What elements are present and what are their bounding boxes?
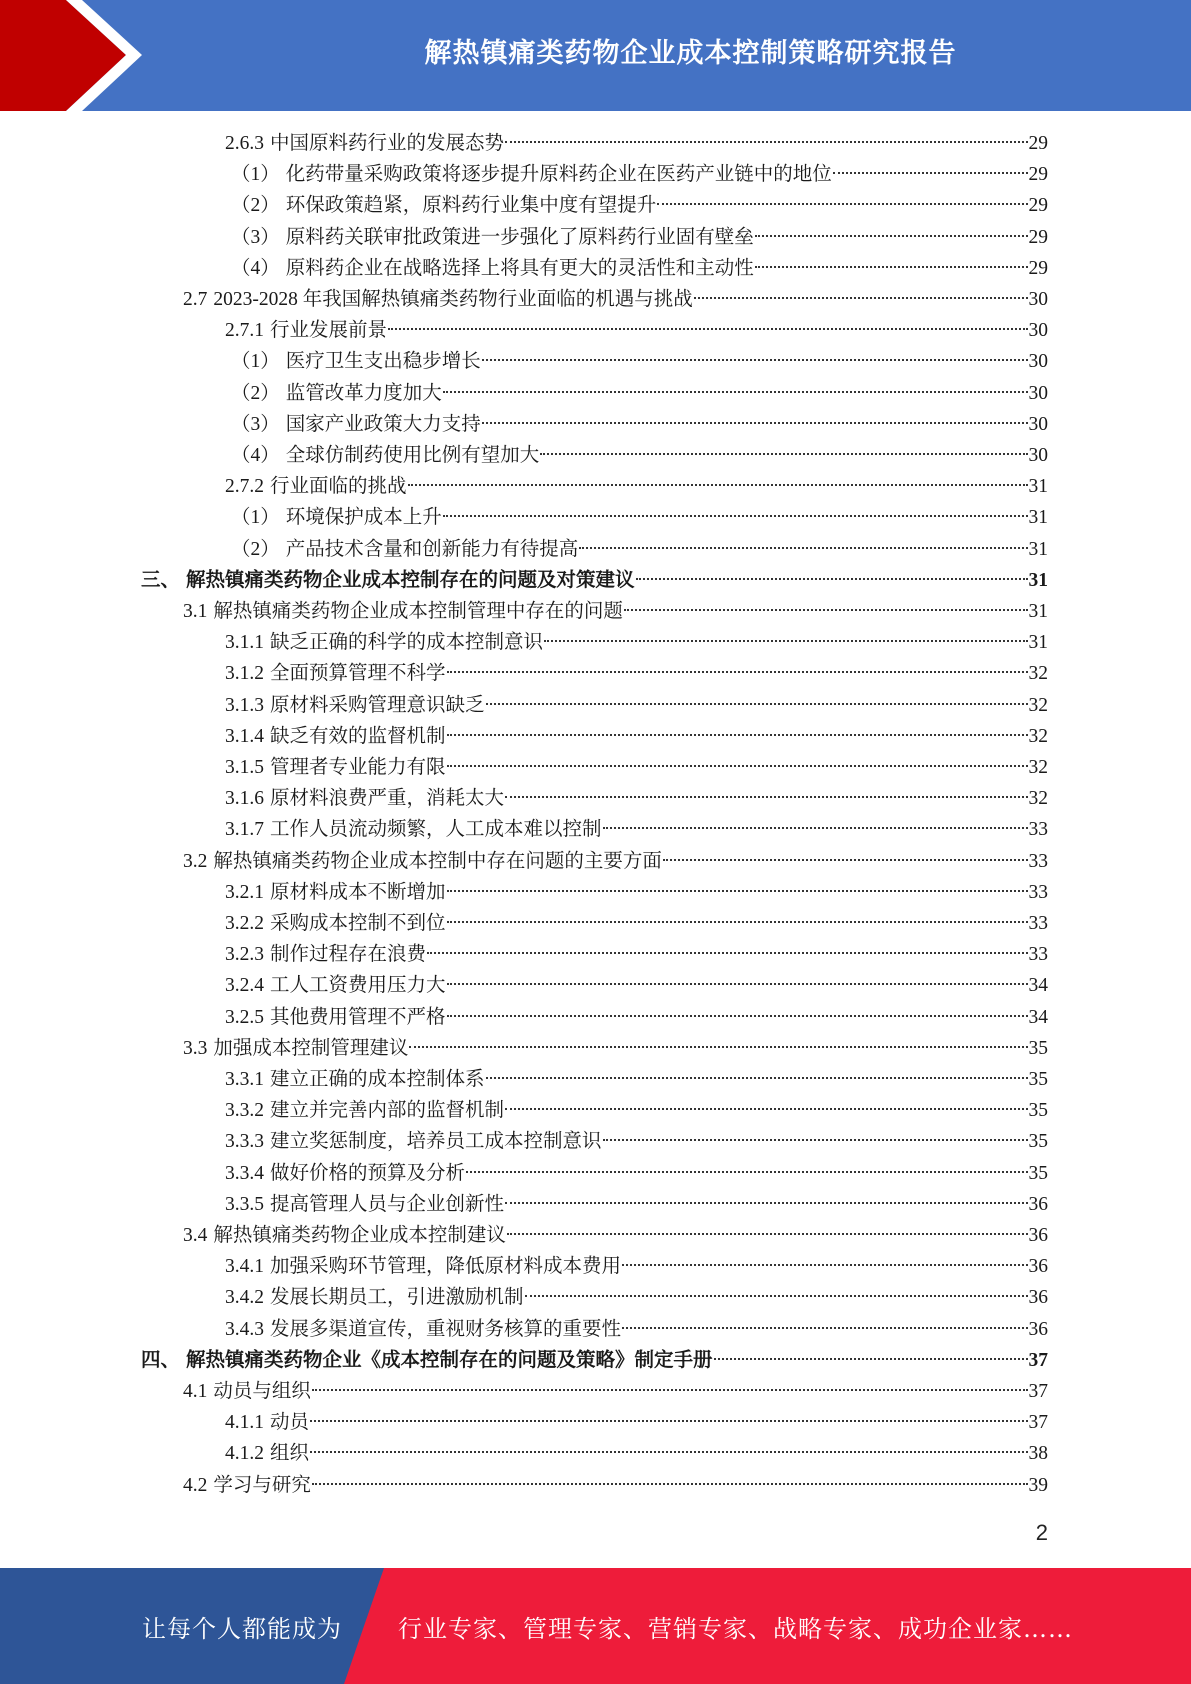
toc-entry[interactable] bbox=[225, 1064, 1048, 1095]
toc-entry-page: 29 bbox=[1028, 257, 1048, 279]
toc-entry-page: 36 bbox=[1028, 1225, 1048, 1246]
toc-entry-number: （2） bbox=[231, 195, 280, 217]
toc-dot-leader bbox=[447, 890, 1028, 892]
toc-dot-leader bbox=[486, 703, 1028, 705]
toc-entry-page: 31 bbox=[1028, 476, 1048, 498]
toc-dot-leader bbox=[505, 1202, 1027, 1204]
toc-entry-title: 采购成本控制不到位 bbox=[270, 913, 446, 934]
toc-entry-number: 3.3.1 bbox=[225, 1069, 264, 1090]
toc-entry[interactable] bbox=[231, 159, 1048, 190]
toc-dot-leader bbox=[603, 827, 1028, 829]
toc-entry-title: 制作过程存在浪费 bbox=[270, 944, 427, 966]
toc-dot-leader bbox=[755, 266, 1028, 268]
toc-entry-number: 四、 bbox=[141, 1349, 181, 1371]
toc-entry-page: 31 bbox=[1028, 538, 1048, 560]
toc-entry[interactable] bbox=[183, 1220, 1048, 1251]
toc-entry-number: （4） bbox=[231, 445, 280, 466]
toc-entry[interactable] bbox=[225, 1282, 1048, 1313]
toc-entry-number: 3.3.3 bbox=[225, 1131, 264, 1153]
toc-entry-title: 中国原料药行业的发展态势 bbox=[270, 133, 505, 154]
toc-entry-page: 30 bbox=[1028, 351, 1048, 373]
toc-dot-leader bbox=[447, 1015, 1028, 1017]
toc-entry-page: 38 bbox=[1028, 1443, 1048, 1465]
toc-entry-page: 37 bbox=[1028, 1412, 1048, 1434]
toc-entry-number: 3.1.6 bbox=[225, 788, 264, 810]
toc-entry[interactable] bbox=[225, 939, 1048, 970]
toc-entry-title: 原材料采购管理意识缺乏 bbox=[270, 694, 485, 716]
toc-entry-page: 29 bbox=[1028, 226, 1048, 248]
page-header bbox=[0, 0, 1191, 111]
toc-entry-number: 3.2.5 bbox=[225, 1006, 264, 1028]
toc-dot-leader bbox=[603, 1139, 1028, 1141]
toc-dot-leader bbox=[443, 391, 1028, 393]
toc-dot-leader bbox=[525, 1295, 1028, 1297]
toc-entry-page: 33 bbox=[1028, 944, 1048, 966]
toc-entry-page: 30 bbox=[1028, 382, 1048, 404]
toc-entry-title: 工人工资费用压力大 bbox=[270, 975, 446, 997]
toc-entry-number: 3.2.4 bbox=[225, 975, 264, 997]
toc-entry-number: （3） bbox=[231, 413, 280, 435]
report-title: 解热镇痛类药物企业成本控制策略研究报告 bbox=[424, 37, 957, 69]
toc-entry[interactable] bbox=[225, 814, 1048, 845]
toc-entry-title: 其他费用管理不严格 bbox=[270, 1006, 446, 1028]
toc-entry-page: 31 bbox=[1028, 601, 1048, 622]
toc-entry-page: 36 bbox=[1028, 1287, 1048, 1309]
toc-entry-number: 3.2.1 bbox=[225, 881, 264, 903]
toc-entry-number: 3.1.2 bbox=[225, 663, 264, 685]
toc-entry[interactable] bbox=[225, 1314, 1048, 1345]
toc-dot-leader bbox=[408, 484, 1028, 486]
toc-entry-title: 医疗卫生支出稳步增长 bbox=[285, 351, 481, 373]
toc-entry-title: 原料药企业在战略选择上将具有更大的灵活性和主动性 bbox=[285, 257, 754, 279]
toc-dot-leader bbox=[447, 671, 1028, 673]
toc-entry-number: 3.1.5 bbox=[225, 757, 264, 778]
toc-entry-title: 缺乏正确的科学的成本控制意识 bbox=[270, 632, 544, 654]
toc-dot-leader bbox=[624, 609, 1028, 611]
toc-dot-leader bbox=[657, 203, 1027, 205]
toc-entry-number: （2） bbox=[231, 538, 280, 560]
toc-entry-page: 32 bbox=[1028, 663, 1048, 685]
toc-entry-page: 30 bbox=[1028, 320, 1048, 342]
toc-entry-page: 32 bbox=[1028, 757, 1048, 778]
toc-dot-leader bbox=[486, 1077, 1028, 1079]
toc-dot-leader bbox=[714, 1358, 1028, 1360]
toc-entry-page: 29 bbox=[1028, 133, 1048, 154]
toc-entry-page: 37 bbox=[1028, 1381, 1048, 1402]
toc-entry-title: 国家产业政策大力支持 bbox=[285, 413, 481, 435]
toc-entry-number: 3.4 bbox=[183, 1225, 208, 1246]
toc-entry[interactable] bbox=[231, 440, 1048, 471]
toc-entry-number: （1） bbox=[231, 351, 280, 373]
toc-entry-page: 35 bbox=[1028, 1162, 1048, 1184]
toc-dot-leader bbox=[427, 952, 1027, 954]
toc-entry-page: 35 bbox=[1028, 1037, 1048, 1059]
toc-entry-title: 产品技术含量和创新能力有待提高 bbox=[285, 538, 579, 560]
toc-entry-page: 31 bbox=[1028, 507, 1048, 529]
toc-entry-number: 3.4.1 bbox=[225, 1256, 264, 1278]
toc-entry[interactable] bbox=[231, 409, 1048, 440]
toc-entry-page: 33 bbox=[1028, 913, 1048, 934]
footer-slogan-left: 让每个人都能成为 bbox=[142, 1614, 342, 1643]
toc-entry-number: 2.7.2 bbox=[225, 476, 264, 498]
toc-entry[interactable] bbox=[231, 502, 1048, 533]
toc-entry-number: 2.7 bbox=[183, 289, 208, 310]
toc-entry-title: 2023-2028 年我国解热镇痛类药物行业面临的机遇与挑战 bbox=[213, 289, 693, 310]
toc-dot-leader bbox=[622, 1327, 1027, 1329]
toc-entry[interactable] bbox=[231, 378, 1048, 409]
toc-entry-title: 提高管理人员与企业创新性 bbox=[270, 1193, 505, 1215]
toc-entry[interactable] bbox=[225, 128, 1048, 159]
toc-entry[interactable] bbox=[183, 1470, 1048, 1501]
toc-entry[interactable] bbox=[225, 1438, 1048, 1469]
toc-entry-number: 3.3.4 bbox=[225, 1162, 264, 1184]
toc-dot-leader bbox=[505, 796, 1027, 798]
toc-entry-title: 环保政策趋紧，原料药行业集中度有望提升 bbox=[285, 195, 657, 217]
toc-entry-number: （3） bbox=[231, 226, 280, 248]
page-number: 2 bbox=[1035, 1520, 1048, 1545]
header-arrow-decoration bbox=[0, 0, 160, 111]
toc-dot-leader bbox=[312, 1389, 1028, 1391]
toc-entry-page: 31 bbox=[1028, 569, 1048, 591]
toc-entry-title: 做好价格的预算及分析 bbox=[270, 1162, 466, 1184]
toc-dot-leader bbox=[579, 547, 1027, 549]
toc-entry[interactable] bbox=[225, 752, 1048, 783]
toc-entry-number: 3.1 bbox=[183, 601, 208, 622]
toc-dot-leader bbox=[443, 515, 1028, 517]
toc-entry-title: 发展多渠道宣传，重视财务核算的重要性 bbox=[270, 1318, 622, 1340]
toc-entry-page: 34 bbox=[1028, 975, 1048, 997]
toc-entry[interactable] bbox=[183, 1376, 1048, 1407]
toc-entry[interactable] bbox=[225, 908, 1048, 939]
toc-entry-page: 34 bbox=[1028, 1006, 1048, 1028]
toc-entry-title: 发展长期员工，引进激励机制 bbox=[270, 1287, 524, 1309]
toc-dot-leader bbox=[505, 1108, 1027, 1110]
toc-entry-number: 4.2 bbox=[183, 1474, 208, 1496]
toc-entry-title: 原材料成本不断增加 bbox=[270, 881, 446, 903]
toc-dot-leader bbox=[694, 297, 1028, 299]
toc-dot-leader bbox=[544, 640, 1027, 642]
toc-entry-title: 动员与组织 bbox=[213, 1381, 311, 1402]
toc-entry[interactable] bbox=[231, 534, 1048, 565]
toc-entry-number: 4.1.2 bbox=[225, 1443, 264, 1465]
toc-entry-number: 3.1.7 bbox=[225, 819, 264, 841]
toc-entry-page: 36 bbox=[1028, 1193, 1048, 1215]
toc-entry-title: 解热镇痛类药物企业成本控制建议 bbox=[213, 1225, 506, 1246]
page-footer bbox=[0, 1568, 1191, 1684]
toc-entry-number: 3.4.3 bbox=[225, 1318, 264, 1340]
toc-entry[interactable] bbox=[225, 658, 1048, 689]
toc-entry[interactable] bbox=[225, 315, 1048, 346]
toc-entry-title: 学习与研究 bbox=[213, 1474, 311, 1496]
toc-dot-leader bbox=[466, 1171, 1027, 1173]
toc-entry-page: 36 bbox=[1028, 1256, 1048, 1278]
toc-entry-number: 3.1.1 bbox=[225, 632, 264, 654]
toc-entry-title: 全球仿制药使用比例有望加大 bbox=[285, 445, 540, 466]
toc-dot-leader bbox=[447, 765, 1028, 767]
toc-entry-page: 31 bbox=[1028, 632, 1048, 654]
toc-entry-title: 行业面临的挑战 bbox=[270, 476, 407, 498]
toc-entry-page: 33 bbox=[1028, 819, 1048, 841]
toc-entry[interactable] bbox=[141, 1345, 1048, 1376]
toc-entry-title: 解热镇痛类药物企业成本控制中存在问题的主要方面 bbox=[213, 850, 662, 872]
toc-entry-number: 3.2.2 bbox=[225, 913, 264, 934]
toc-entry-title: 建立正确的成本控制体系 bbox=[270, 1069, 485, 1090]
toc-entry-number: 4.1 bbox=[183, 1381, 208, 1402]
toc-dot-leader bbox=[388, 328, 1027, 330]
toc-dot-leader bbox=[505, 141, 1027, 143]
toc-entry[interactable] bbox=[225, 783, 1048, 814]
toc-entry-title: 化药带量采购政策将逐步提升原料药企业在医药产业链中的地位 bbox=[285, 164, 832, 186]
toc-entry[interactable] bbox=[231, 190, 1048, 221]
toc-entry-number: 3.1.3 bbox=[225, 694, 264, 716]
toc-entry-number: 2.7.1 bbox=[225, 320, 264, 342]
toc-entry-title: 建立奖惩制度，培养员工成本控制意识 bbox=[270, 1131, 602, 1153]
toc-entry-page: 35 bbox=[1028, 1100, 1048, 1122]
toc-entry[interactable] bbox=[231, 253, 1048, 284]
toc-entry-page: 30 bbox=[1028, 413, 1048, 435]
toc-dot-leader bbox=[447, 921, 1028, 923]
toc-entry-page: 35 bbox=[1028, 1131, 1048, 1153]
toc-entry-number: 2.6.3 bbox=[225, 133, 264, 154]
toc-entry-number: 3.3 bbox=[183, 1037, 208, 1059]
toc-entry-title: 组织 bbox=[270, 1443, 310, 1465]
toc-entry-title: 解热镇痛类药物企业成本控制存在的问题及对策建议 bbox=[186, 569, 635, 591]
toc-entry-number: 3.3.2 bbox=[225, 1100, 264, 1122]
toc-entry-title: 解热镇痛类药物企业《成本控制存在的问题及策略》制定手册 bbox=[186, 1349, 713, 1371]
toc-entry-number: 3.1.4 bbox=[225, 725, 264, 747]
toc-entry[interactable] bbox=[141, 565, 1048, 596]
toc-entry[interactable] bbox=[225, 1189, 1048, 1220]
toc-entry[interactable] bbox=[183, 1033, 1048, 1064]
toc-entry-number: 3.3.5 bbox=[225, 1193, 264, 1215]
toc-entry-page: 35 bbox=[1028, 1069, 1048, 1090]
toc-entry-page: 29 bbox=[1028, 164, 1048, 186]
toc-entry-number: 4.1.1 bbox=[225, 1412, 264, 1434]
toc-entry-title: 解热镇痛类药物企业成本控制管理中存在的问题 bbox=[213, 601, 623, 622]
footer-slogan-right: 行业专家、管理专家、营销专家、战略专家、成功企业家…… bbox=[398, 1614, 1073, 1643]
toc-entry-title: 工作人员流动频繁，人工成本难以控制 bbox=[270, 819, 602, 841]
toc-entry[interactable] bbox=[225, 1158, 1048, 1189]
toc-entry-title: 缺乏有效的监督机制 bbox=[270, 725, 446, 747]
toc-entry[interactable] bbox=[225, 1251, 1048, 1282]
toc-entry-title: 行业发展前景 bbox=[270, 320, 388, 342]
toc-entry[interactable] bbox=[225, 1095, 1048, 1126]
toc-entry-title: 原料药关联审批政策进一步强化了原料药行业固有壁垒 bbox=[285, 226, 754, 248]
toc-entry[interactable] bbox=[231, 346, 1048, 377]
toc-entry-page: 33 bbox=[1028, 850, 1048, 872]
toc-entry-number: 3.2 bbox=[183, 850, 208, 872]
toc-entry-page: 32 bbox=[1028, 725, 1048, 747]
toc-entry-number: 3.4.2 bbox=[225, 1287, 264, 1309]
toc-entry-number: （1） bbox=[231, 164, 280, 186]
toc-entry[interactable] bbox=[225, 1407, 1048, 1438]
toc-dot-leader bbox=[447, 983, 1028, 985]
toc-entry[interactable] bbox=[225, 877, 1048, 908]
toc-dot-leader bbox=[447, 734, 1028, 736]
toc-entry-page: 32 bbox=[1028, 694, 1048, 716]
toc-dot-leader bbox=[755, 235, 1028, 237]
toc-dot-leader bbox=[482, 422, 1028, 424]
toc-dot-leader bbox=[482, 359, 1028, 361]
toc-entry[interactable] bbox=[231, 222, 1048, 253]
toc-dot-leader bbox=[310, 1451, 1027, 1453]
toc-entry-title: 加强成本控制管理建议 bbox=[213, 1037, 409, 1059]
toc-entry-number: （2） bbox=[231, 382, 280, 404]
toc-dot-leader bbox=[663, 859, 1028, 861]
toc-entry-page: 29 bbox=[1028, 195, 1048, 217]
toc-entry-title: 建立并完善内部的监督机制 bbox=[270, 1100, 505, 1122]
toc-entry-page: 30 bbox=[1028, 289, 1048, 310]
toc-entry[interactable] bbox=[225, 1002, 1048, 1033]
toc-dot-leader bbox=[507, 1233, 1028, 1235]
toc-entry-number: （1） bbox=[231, 507, 280, 529]
toc-dot-leader bbox=[540, 453, 1027, 455]
toc-entry-number: 3.2.3 bbox=[225, 944, 264, 966]
toc-entry[interactable] bbox=[183, 596, 1048, 627]
toc-entry-page: 32 bbox=[1028, 788, 1048, 810]
toc-entry-title: 原材料浪费严重，消耗太大 bbox=[270, 788, 505, 810]
toc-entry[interactable] bbox=[225, 690, 1048, 721]
toc-entry-page: 33 bbox=[1028, 881, 1048, 903]
toc-entry[interactable] bbox=[225, 627, 1048, 658]
toc-entry-page: 39 bbox=[1028, 1474, 1048, 1496]
toc-entry-title: 管理者专业能力有限 bbox=[270, 757, 446, 778]
toc-entry-number: 三、 bbox=[141, 569, 181, 591]
toc-dot-leader bbox=[310, 1420, 1027, 1422]
toc-entry[interactable] bbox=[225, 970, 1048, 1001]
toc-entry[interactable] bbox=[225, 471, 1048, 502]
toc-entry-title: 全面预算管理不科学 bbox=[270, 663, 446, 685]
toc-entry-title: 加强采购环节管理，降低原材料成本费用 bbox=[270, 1256, 622, 1278]
toc-dot-leader bbox=[833, 172, 1028, 174]
toc-entry-title: 监管改革力度加大 bbox=[285, 382, 442, 404]
toc-dot-leader bbox=[622, 1264, 1027, 1266]
toc-entry[interactable] bbox=[183, 846, 1048, 877]
toc-entry-page: 30 bbox=[1028, 445, 1048, 466]
toc-entry-title: 环境保护成本上升 bbox=[285, 507, 442, 529]
toc-dot-leader bbox=[636, 578, 1028, 580]
toc-entry-page: 37 bbox=[1028, 1349, 1048, 1371]
toc-entry-page: 36 bbox=[1028, 1318, 1048, 1340]
toc-entry[interactable] bbox=[225, 1126, 1048, 1157]
toc-entry[interactable] bbox=[183, 284, 1048, 315]
toc-dot-leader bbox=[409, 1046, 1027, 1048]
toc-entry-number: （4） bbox=[231, 257, 280, 279]
toc-entry[interactable] bbox=[225, 721, 1048, 752]
toc-dot-leader bbox=[312, 1483, 1028, 1485]
toc-entry-title: 动员 bbox=[270, 1412, 310, 1434]
